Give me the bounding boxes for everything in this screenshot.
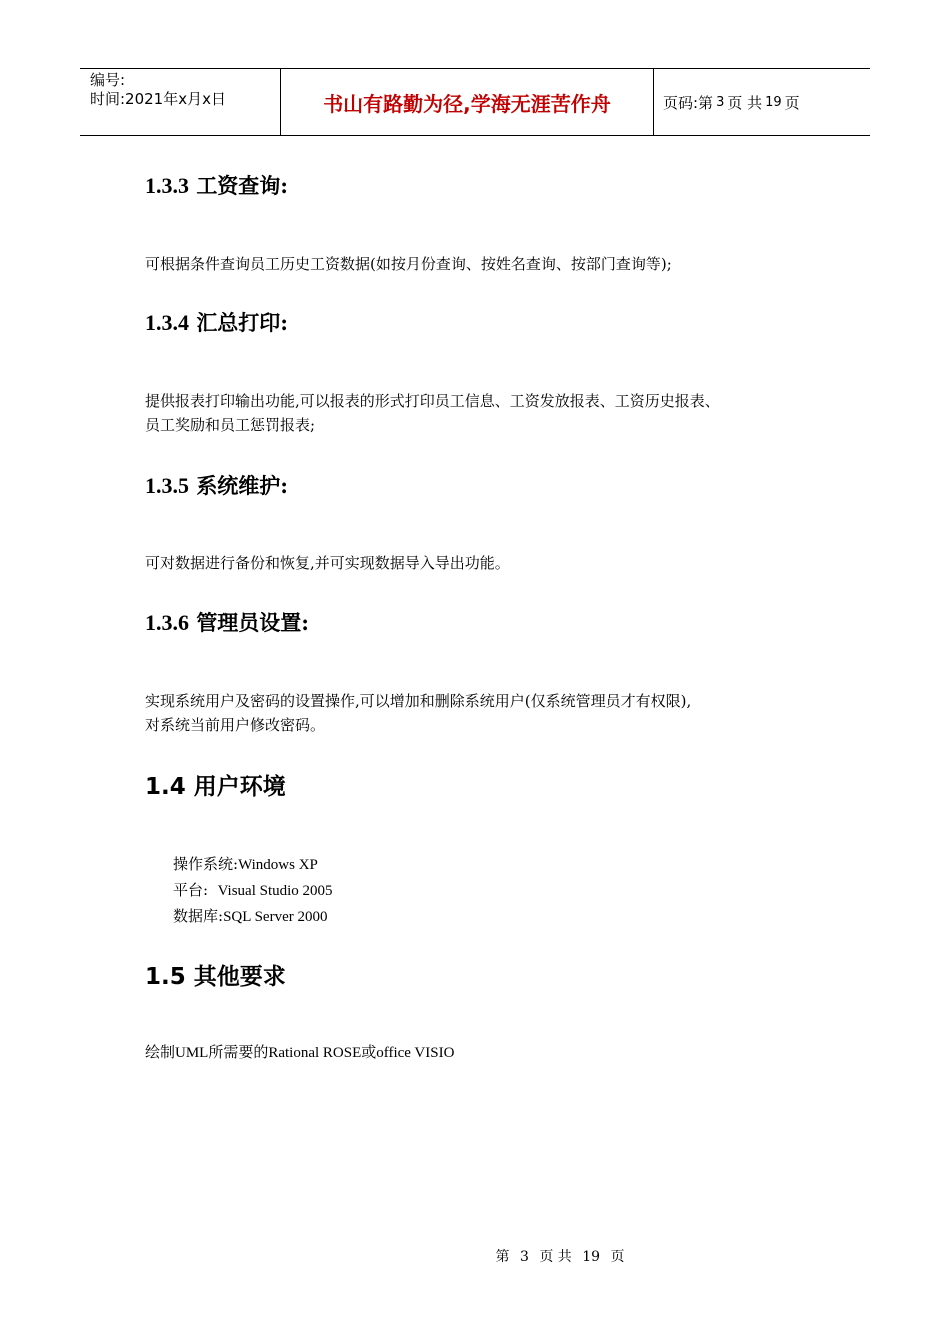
footer-total: 19 [582, 1249, 601, 1265]
section-heading-1-3-3 [145, 170, 288, 200]
section-title: 管理员设置: [196, 610, 310, 635]
page-total: 19 [765, 94, 782, 110]
env-label: 操作系统: [173, 855, 239, 873]
section-body-1-5: 绘制UML所需要的Rational ROSE或office VISIO [145, 1045, 455, 1061]
section-body-1-3-6 [145, 689, 815, 737]
section-body-1-3-4 [145, 389, 815, 437]
header-page-indicator [654, 69, 870, 135]
env-value: Visual Studio 2005 [217, 883, 333, 899]
section-heading-1-3-4 [145, 307, 288, 337]
page-header [80, 68, 870, 136]
env-item-os [173, 852, 333, 878]
header-motto: 书山有路勤为径,学海无涯苦作舟 [281, 69, 654, 135]
footer-prefix: 第 [495, 1249, 510, 1265]
section-title: 汇总打印: [196, 310, 289, 335]
env-label: 数据库: [173, 907, 224, 925]
page-label-prefix: 页码:第 [663, 93, 714, 112]
footer-mid: 页 共 [539, 1249, 572, 1265]
section-number: 1.3.5 [145, 473, 189, 498]
section-number: 1.3.4 [145, 310, 189, 335]
time-label: 时间:2021年x月x日 [90, 90, 226, 108]
env-value: SQL Server 2000 [223, 909, 328, 925]
footer-suffix: 页 [610, 1249, 625, 1265]
env-item-platform [173, 878, 333, 904]
body-line: 员工奖励和员工惩罚报表; [145, 416, 316, 434]
page-current: 3 [716, 94, 725, 110]
body-line: 提供报表打印输出功能,可以报表的形式打印员工信息、工资发放报表、工资历史报表、 [145, 392, 720, 410]
body-line: 实现系统用户及密码的设置操作,可以增加和删除系统用户(仅系统管理员才有权限), [145, 692, 692, 710]
footer-current: 3 [519, 1249, 529, 1265]
section-heading-1-5: 1.5 其他要求 [145, 964, 286, 990]
page-label-mid: 页 共 [727, 93, 763, 112]
section-number: 1.3.3 [145, 173, 189, 198]
env-item-database [173, 904, 333, 930]
section-heading-1-3-5 [145, 470, 288, 500]
environment-list [173, 852, 333, 930]
section-body-1-3-3: 可根据条件查询员工历史工资数据(如按月份查询、按姓名查询、按部门查询等); [145, 255, 672, 273]
section-heading-1-4: 1.4 用户环境 [145, 774, 286, 800]
page-footer [0, 1246, 915, 1266]
section-title: 工资查询: [196, 173, 289, 198]
env-label: 平台: [173, 881, 218, 899]
header-meta-cell [80, 69, 281, 135]
section-body-1-3-5: 可对数据进行备份和恢复,并可实现数据导入导出功能。 [145, 554, 510, 572]
env-value: Windows XP [238, 857, 318, 873]
section-title: 系统维护: [196, 473, 289, 498]
section-number: 1.3.6 [145, 610, 189, 635]
page-label-suffix: 页 [784, 93, 800, 112]
serial-label: 编号: [90, 71, 126, 89]
section-heading-1-3-6 [145, 607, 309, 637]
body-line: 对系统当前用户修改密码。 [145, 716, 326, 734]
